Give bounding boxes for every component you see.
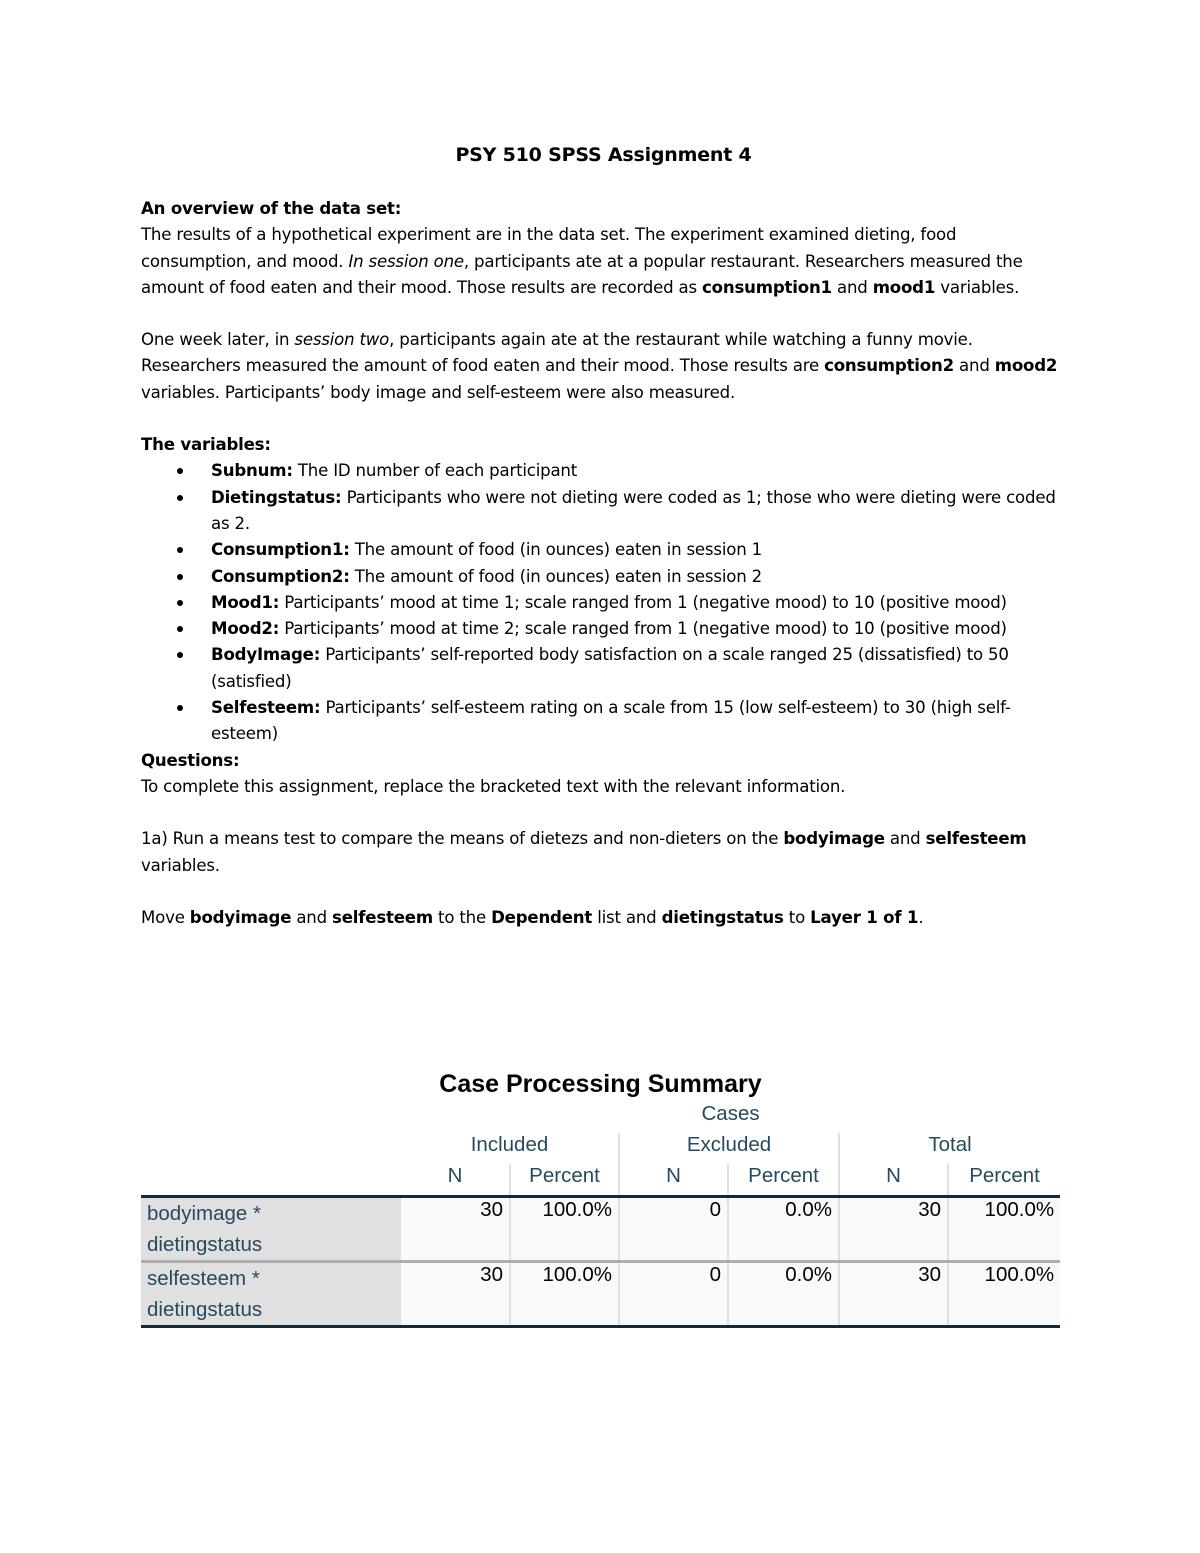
question-1a: 1a) Run a means test to compare the means of dietezs and non-dieters on the bodyimage and selfesteem variables. [141, 829, 1027, 875]
overview-paragraph-1: The results of a hypothetical experiment are in the data set. The experiment examined dieting, food consumption, and mood. In session one, participants ate at a popular restaurant. Researchers measured the amount of food eaten and their mood. Those results are recorded as consumption1 and mood1 variables. [141, 225, 1023, 297]
summary-table [141, 1102, 1060, 1328]
cell: 30 [401, 1262, 510, 1327]
table-title: Case Processing Summary [439, 1070, 762, 1098]
row-label: selfesteem * dietingstatus [141, 1262, 401, 1327]
list-item: Dietingstatus: Participants who were not dieting were coded as 1; those who were dieting were coded as 2. [211, 485, 1066, 538]
cell: 100.0% [510, 1262, 619, 1327]
cell: 0.0% [728, 1262, 839, 1327]
move-instructions: Move bodyimage and selfesteem to the Dependent list and dietingstatus to Layer 1 of 1. [141, 907, 924, 927]
col-header: Percent [948, 1164, 1060, 1197]
list-item: Mood2: Participants’ mood at time 2; scale ranged from 1 (negative mood) to 10 (positive mood) [211, 616, 1066, 642]
excluded-header: Excluded [619, 1133, 839, 1164]
header-row-sub [141, 1164, 1060, 1197]
included-header: Included [470, 1133, 549, 1156]
overview-paragraph-2: One week later, in session two, participants again ate at the restaurant while watching a funny movie. Researchers measured the amount of food eaten and their mood. Those results are consumption2 and mood2 variables. Participants’ body image and self-esteem were also measured. [141, 330, 1058, 402]
questions-heading: Questions: [141, 750, 240, 770]
col-header: Percent [728, 1164, 839, 1197]
col-header: Percent [510, 1164, 619, 1197]
cell: 30 [839, 1197, 948, 1262]
assignment-text [141, 140, 1066, 931]
cell: 0 [619, 1262, 728, 1327]
header-row-groups [141, 1133, 1060, 1164]
col-header: N [839, 1164, 948, 1197]
cases-header: Cases [701, 1102, 760, 1125]
variables-heading: The variables: [141, 435, 271, 455]
row-label: bodyimage * dietingstatus [141, 1197, 401, 1262]
list-item: Subnum: The ID number of each participant [211, 458, 1066, 484]
cell: 100.0% [948, 1197, 1060, 1262]
variables-list [141, 458, 1066, 747]
total-header: Total [839, 1133, 1060, 1164]
col-header: N [447, 1164, 463, 1187]
col-header: N [619, 1164, 728, 1197]
table-row [141, 1262, 1060, 1327]
list-item: Consumption2: The amount of food (in ounces) eaten in session 2 [211, 564, 1066, 590]
list-item: Selfesteem: Participants’ self-esteem rating on a scale from 15 (low self-esteem) to 30 (high self-esteem) [211, 695, 1066, 748]
table-row [141, 1197, 1060, 1262]
cell: 0.0% [728, 1197, 839, 1262]
list-item: BodyImage: Participants’ self-reported body satisfaction on a scale ranged 25 (dissatisfied) to 50 (satisfied) [211, 642, 1066, 695]
cell: 30 [839, 1262, 948, 1327]
list-item: Mood1: Participants’ mood at time 1; scale ranged from 1 (negative mood) to 10 (positive mood) [211, 590, 1066, 616]
list-item: Consumption1: The amount of food (in ounces) eaten in session 1 [211, 537, 1066, 563]
case-processing-summary [141, 1066, 1060, 1328]
cell: 100.0% [948, 1262, 1060, 1327]
questions-intro: To complete this assignment, replace the bracketed text with the relevant information. [141, 776, 846, 796]
cell: 100.0% [510, 1197, 619, 1262]
cell: 30 [401, 1197, 510, 1262]
page-title: PSY 510 SPSS Assignment 4 [455, 144, 752, 166]
cell: 0 [619, 1197, 728, 1262]
overview-heading: An overview of the data set: [141, 199, 402, 218]
header-row-cases [141, 1102, 1060, 1133]
